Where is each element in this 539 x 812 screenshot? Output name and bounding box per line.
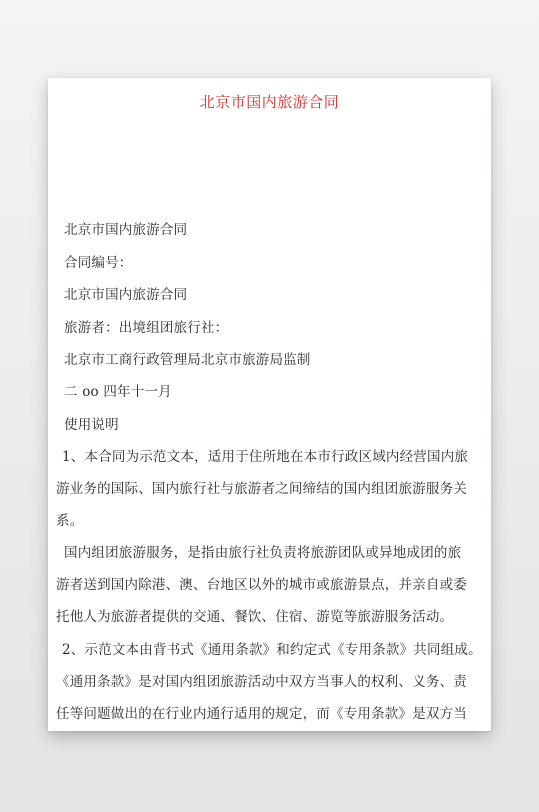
paragraph-line: 系。 xyxy=(56,513,84,529)
paragraph-line: 游业务的国际、国内旅行社与旅游者之间缔结的国内组团旅游服务关 xyxy=(56,481,467,497)
contract-name-line: 北京市国内旅游合同 xyxy=(64,287,188,303)
paragraph-line: 国内组团旅游服务，是指由旅行社负责将旅游团队或异地成团的旅 xyxy=(64,545,462,561)
contract-number-line: 合同编号： xyxy=(64,255,133,271)
paragraph-line: 游者送到国内除港、澳、台地区以外的城市或旅游景点，并亲自或委 xyxy=(56,577,467,593)
paragraph-line: 任等问题做出的在行业内通行适用的规定，而《专用条款》是双方当 xyxy=(56,706,467,722)
paragraph-line: 《通用条款》是对国内组团旅游活动中双方当事人的权利、义务、责 xyxy=(56,674,467,690)
usage-heading: 使用说明 xyxy=(64,417,119,433)
supervisor-line: 北京市工商行政管理局北京市旅游局监制 xyxy=(64,352,311,368)
document-title: 北京市国内旅游合同 xyxy=(199,93,340,111)
paragraph-line: 托他人为旅游者提供的交通、餐饮、住宿、游览等旅游服务活动。 xyxy=(56,609,454,625)
document-page xyxy=(48,78,491,731)
paragraph-line: 1、本合同为示范文本，适用于住所地在本市行政区域内经营国内旅 xyxy=(62,449,469,465)
date-line: 二 oo 四年十一月 xyxy=(64,384,172,400)
contract-heading-line: 北京市国内旅游合同 xyxy=(64,222,188,238)
parties-line: 旅游者：出境组团旅行社： xyxy=(64,320,229,336)
paragraph-line: 2、示范文本由背书式《通用条款》和约定式《专用条款》共同组成。 xyxy=(62,642,482,658)
